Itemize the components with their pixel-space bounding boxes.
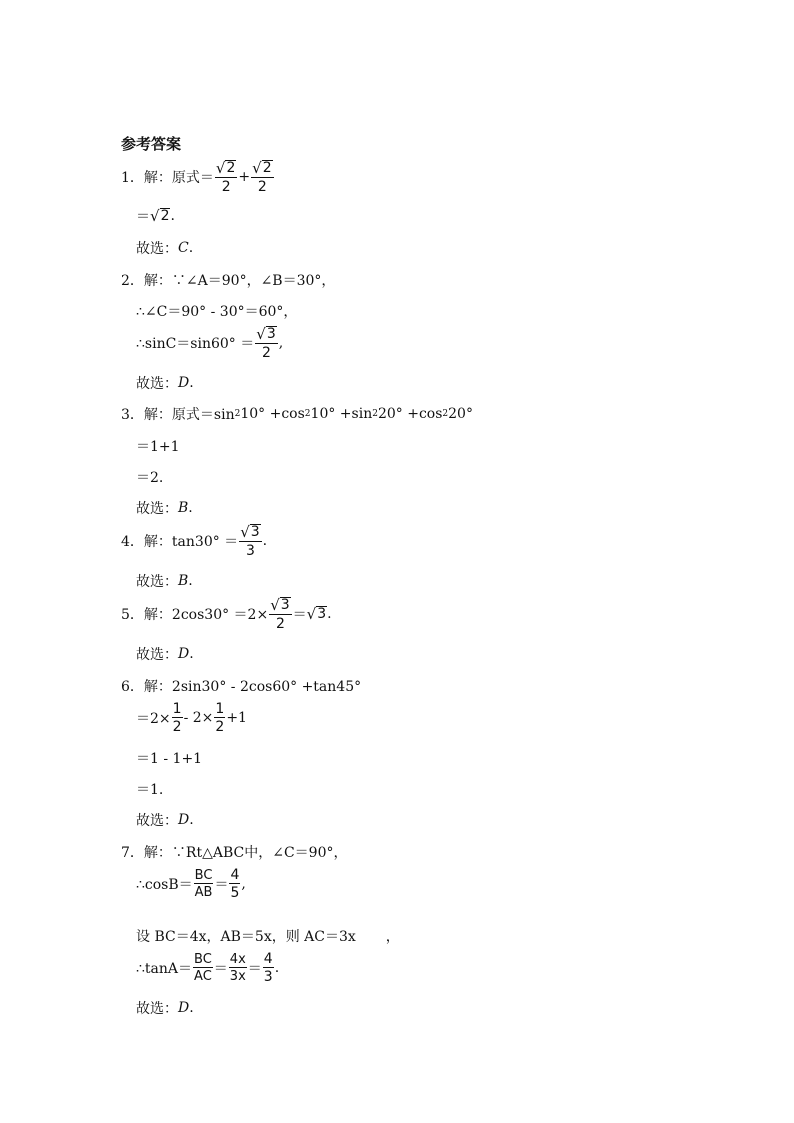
q2-fraction: √ 3 2 <box>256 324 276 361</box>
q4-fraction: √ 3 3 <box>240 522 260 559</box>
q7-text-1: 解：∵Rt△ABC中，∠C＝90°， <box>143 845 348 861</box>
q2-answer <box>136 373 194 393</box>
q7-f1-denominator: AB <box>194 885 213 900</box>
q6-text-4: ＝1. <box>136 782 164 798</box>
q3-sup-2: 2 <box>304 409 311 419</box>
q6-f1-numerator: 1 <box>172 701 182 717</box>
q4-number: 4． <box>121 533 144 550</box>
q1-f1-denominator: 2 <box>221 178 231 195</box>
q7-answer-choice: D <box>178 1000 190 1016</box>
q7-f2-numerator: 4 <box>230 867 240 883</box>
q1-line2 <box>136 206 175 226</box>
q6-f2-numerator: 1 <box>215 701 225 717</box>
q7-line4 <box>136 952 279 984</box>
q6-t2: - 2× <box>183 710 214 726</box>
q7-f5-numerator: 4 <box>263 951 273 967</box>
q4-answer-choice: B <box>178 573 189 589</box>
q6-answer-end: . <box>189 812 194 828</box>
q1-f2-denominator: 2 <box>257 178 267 195</box>
q7-t4: ∴tanA＝ <box>136 961 193 977</box>
q1-f2-numerator: 2 <box>262 160 272 176</box>
q6-text-1: 解：2sin30° - 2cos60° +tan45° <box>143 679 362 695</box>
q7-fraction-5 <box>263 952 274 984</box>
q7-text-3: 设 BC＝4x，AB＝5x，则 AC＝3x <box>136 929 356 945</box>
q2-line1 <box>121 270 335 290</box>
q6-text-3: ＝1 - 1+1 <box>136 751 203 767</box>
q7-fraction-4 <box>229 953 247 983</box>
q2-text-3: ∴sinC＝sin60° ＝ <box>136 335 255 352</box>
q1-sqrt-arg: 2 <box>160 208 170 225</box>
q6-line3 <box>136 748 202 768</box>
q4-answer-label: 故选： <box>136 574 178 590</box>
q3-sup-1: 2 <box>234 409 241 419</box>
q1-period: . <box>170 208 175 224</box>
q1-plus: + <box>238 168 251 185</box>
q2-answer-label: 故选： <box>136 376 178 392</box>
q2-comma: , <box>278 334 284 351</box>
q3-answer <box>136 498 193 518</box>
q7-f1-numerator: BC <box>194 868 213 883</box>
q5-answer <box>136 644 194 664</box>
q6-t3: +1 <box>226 710 247 726</box>
q7-t2: ＝ <box>214 877 229 893</box>
q4-text: 解：tan30° ＝ <box>143 533 239 550</box>
q5-number: 5． <box>121 606 144 623</box>
q6-fraction-1 <box>172 702 183 734</box>
q7-line1 <box>121 842 347 862</box>
q6-answer <box>136 810 194 830</box>
q2-numerator: 3 <box>266 326 276 342</box>
q1-answer <box>136 238 193 258</box>
q5-eq: ＝ <box>292 606 307 623</box>
q2-line2 <box>136 301 297 321</box>
q3-answer-end: . <box>188 500 193 516</box>
q7-fraction-1 <box>194 869 214 899</box>
q3-text-3: ＝2. <box>136 470 164 486</box>
q7-f3-denominator: AC <box>194 969 212 984</box>
q6-number: 6． <box>121 679 144 695</box>
q7-f5-denominator: 3 <box>263 969 273 985</box>
q4-denominator: 3 <box>245 542 255 559</box>
q3-t3: 10° +sin <box>310 406 373 422</box>
q7-f4-denominator: 3x <box>229 969 246 984</box>
q5-text: 解：2cos30° ＝2× <box>143 606 269 623</box>
q5-period: . <box>327 605 332 622</box>
q1-answer-end: . <box>188 240 194 256</box>
q7-f4-numerator: 4x <box>229 952 246 967</box>
q2-answer-choice: D <box>178 375 190 391</box>
q7-t6: ＝ <box>247 961 262 977</box>
q3-t1: 解：原式＝sin <box>143 407 235 423</box>
q7-number: 7． <box>121 845 144 861</box>
q7-t3: , <box>241 876 246 892</box>
q7-t1: ∴cosB＝ <box>136 877 193 893</box>
q7-answer-label: 故选： <box>136 1001 178 1017</box>
q7-answer <box>136 998 194 1018</box>
q3-sup-4: 2 <box>442 409 449 419</box>
q2-number: 2． <box>121 273 144 289</box>
q5-answer-choice: D <box>178 646 190 662</box>
q2-line3 <box>136 326 283 360</box>
q3-number: 3． <box>121 407 144 423</box>
q6-line2 <box>136 702 247 734</box>
q7-f3-numerator: BC <box>194 952 212 967</box>
q3-line1 <box>121 404 473 424</box>
q4-answer <box>136 571 193 591</box>
q1-fraction-1: √ 2 2 <box>215 158 236 195</box>
q2-denominator: 2 <box>262 344 271 361</box>
q7-line3 <box>136 926 400 946</box>
q7-line2 <box>136 868 246 900</box>
q5-fraction: √ 3 2 <box>270 595 290 632</box>
q5-answer-end: . <box>189 646 194 662</box>
q5-line1 <box>121 597 332 631</box>
q1-eq: ＝ <box>136 209 150 225</box>
q2-answer-end: . <box>189 375 194 391</box>
q5-sqrt-arg: 3 <box>317 606 327 622</box>
q5-answer-label: 故选： <box>136 647 178 663</box>
page-title: 参考答案 <box>121 135 182 153</box>
q4-line1 <box>121 524 267 558</box>
q7-t5: ＝ <box>213 961 228 977</box>
q7-f2-denominator: 5 <box>230 885 240 901</box>
q1-answer-label: 故选： <box>136 241 178 257</box>
q3-answer-label: 故选： <box>136 501 178 517</box>
q1-f1-numerator: 2 <box>226 160 236 176</box>
q6-f2-denominator: 2 <box>215 719 225 735</box>
q2-text-1: 解：∵∠A＝90°，∠B＝30°， <box>143 273 336 289</box>
q3-t4: 20° +cos <box>377 406 443 422</box>
q3-t2: 10° +cos <box>240 406 305 422</box>
q6-answer-label: 故选： <box>136 813 178 829</box>
q3-answer-choice: B <box>178 500 189 516</box>
q7-fraction-3 <box>193 953 213 983</box>
q3-line2 <box>136 436 180 456</box>
q6-f1-denominator: 2 <box>172 719 182 735</box>
q2-text-2: ∴∠C＝90° - 30°＝60°， <box>136 304 298 320</box>
q6-line1 <box>121 676 361 696</box>
q1-number: 1． <box>121 169 144 186</box>
q5-sqrt: √ 3 <box>306 604 327 623</box>
q6-answer-choice: D <box>178 812 190 828</box>
q3-t5: 20° <box>448 406 473 422</box>
q1-line1 <box>121 160 275 194</box>
q4-answer-end: . <box>188 573 193 589</box>
q1-fraction-2: √ 2 2 <box>252 158 272 195</box>
q1-sqrt: √ 2 <box>150 206 170 225</box>
q5-denominator: 2 <box>275 615 285 632</box>
q1-text: 解：原式＝ <box>143 169 214 186</box>
q3-sup-3: 2 <box>372 409 378 419</box>
q7-fraction-2 <box>229 868 240 900</box>
q3-line3 <box>136 467 163 487</box>
q1-answer-choice: C <box>178 240 189 256</box>
q7-t7: . <box>274 960 280 976</box>
q6-line4 <box>136 779 163 799</box>
q7-text-3b: ， <box>385 929 400 945</box>
q7-answer-end: . <box>189 1000 194 1016</box>
q6-t1: ＝2× <box>136 711 171 727</box>
q4-period: . <box>262 532 268 549</box>
q5-numerator: 3 <box>280 597 290 613</box>
q4-numerator: 3 <box>250 524 260 540</box>
q3-text-2: ＝1+1 <box>136 439 180 455</box>
q6-fraction-2 <box>214 702 225 734</box>
